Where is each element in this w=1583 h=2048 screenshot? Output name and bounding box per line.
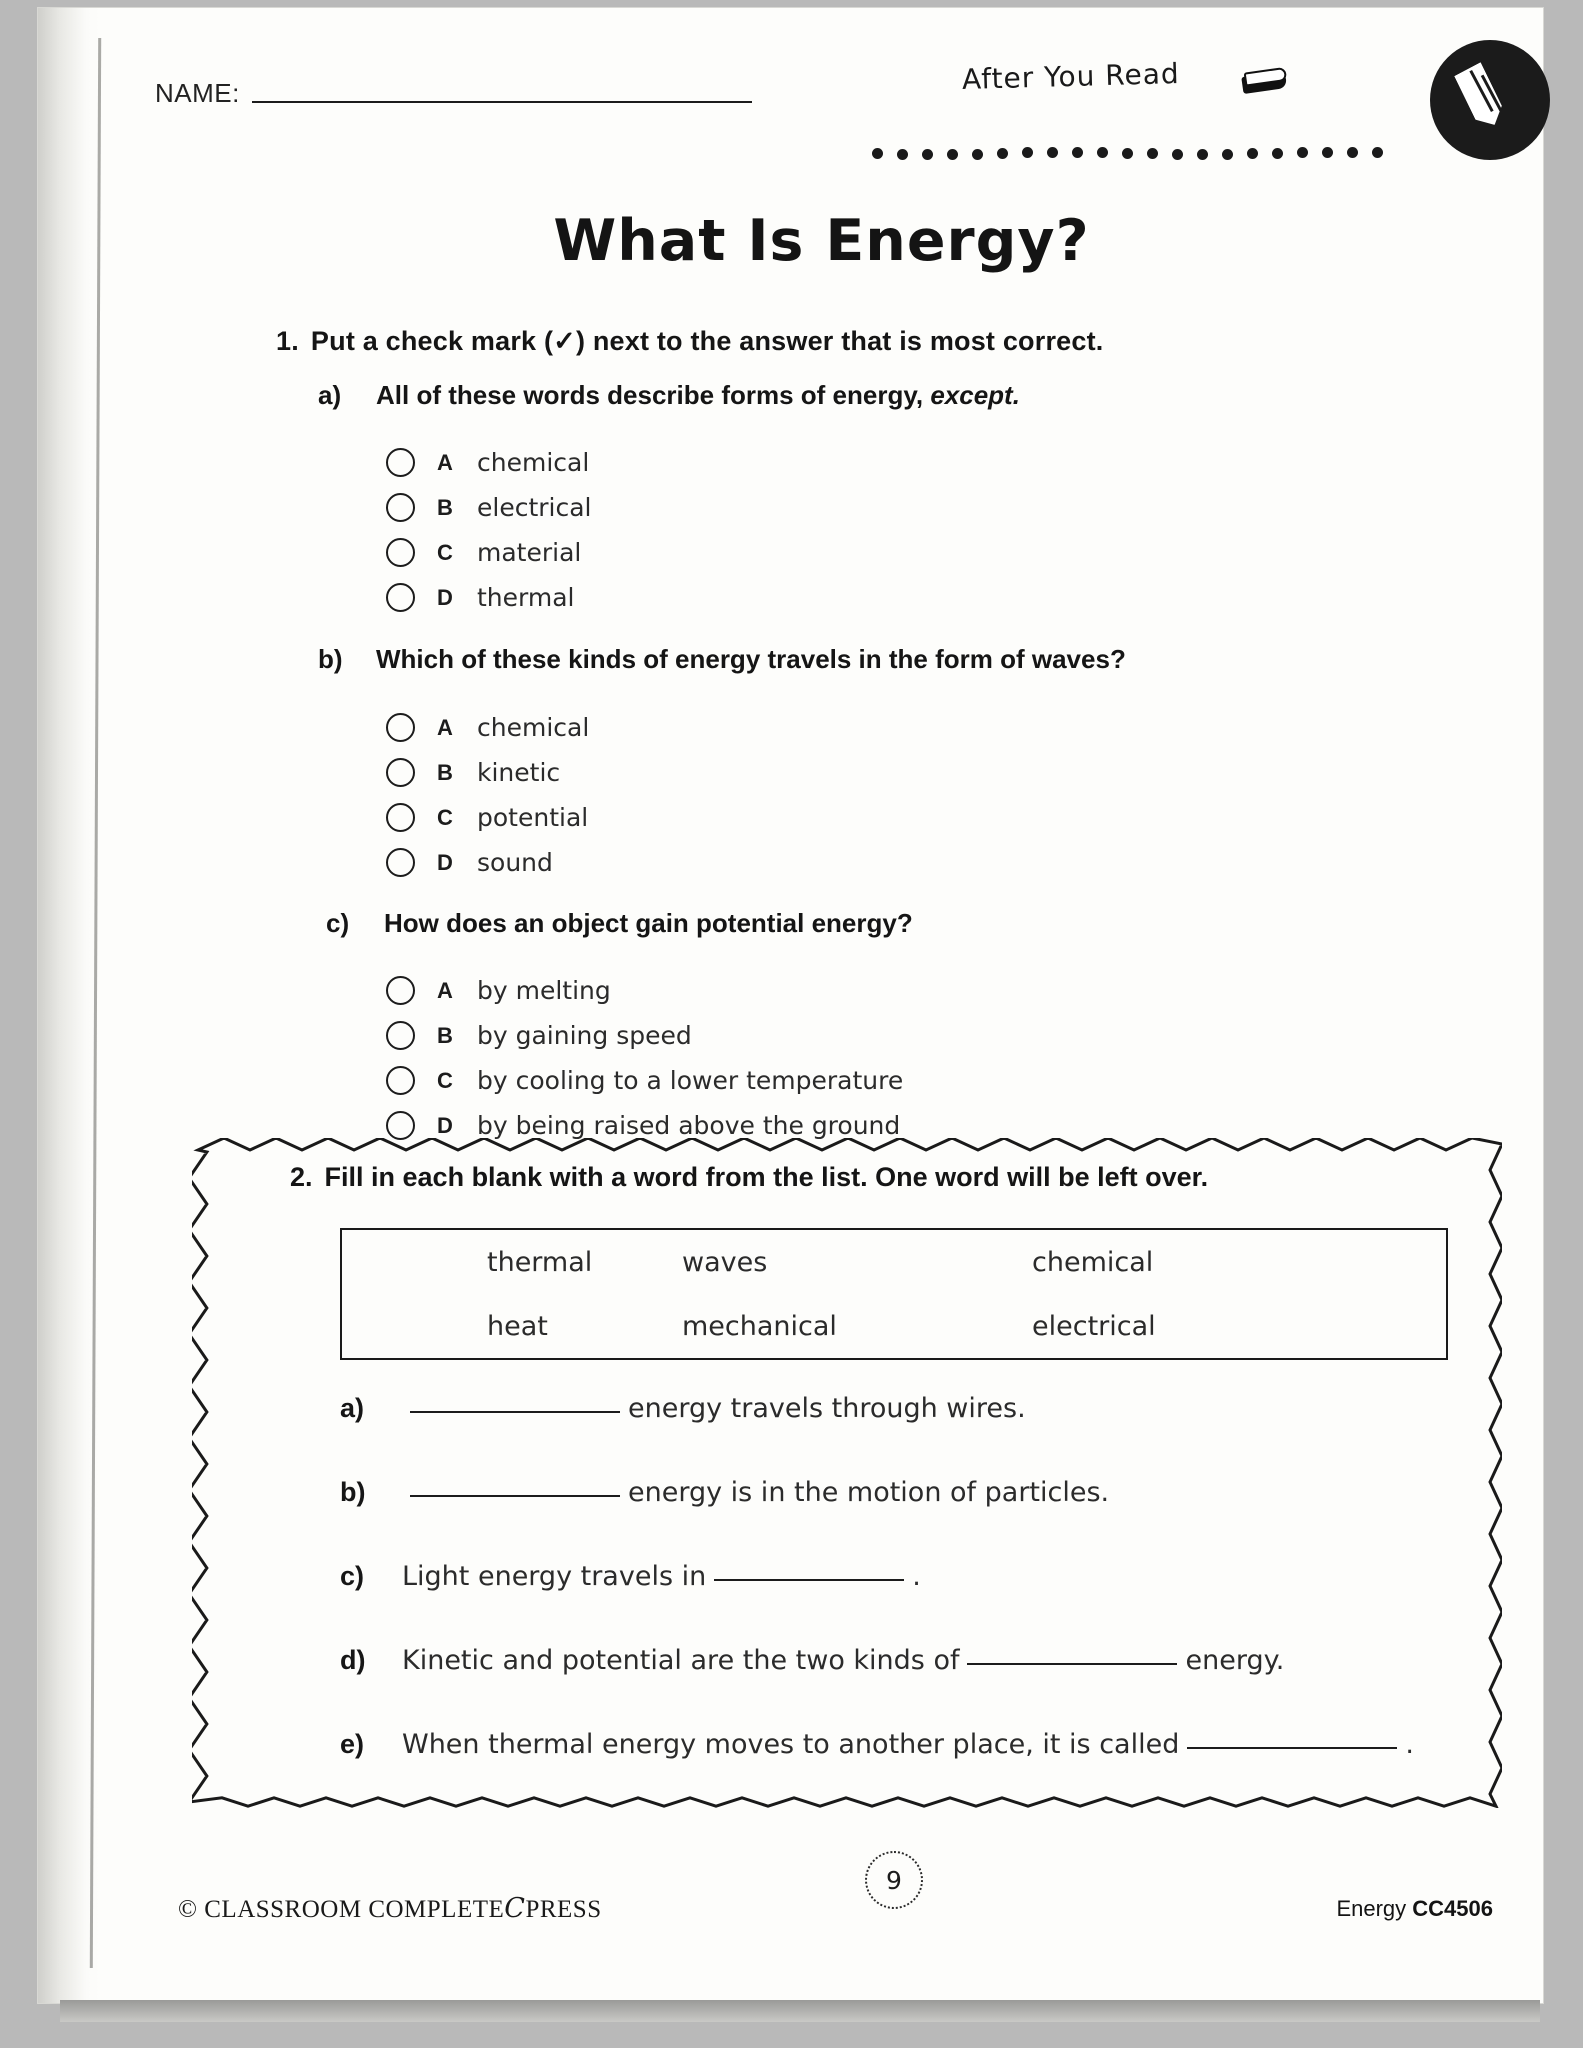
pencil-icon [1430,40,1550,160]
radio-bubble-icon[interactable] [386,848,415,877]
name-label: NAME: [155,78,240,108]
question-2-number: 2. [290,1162,313,1192]
choice-1b-D[interactable] [386,840,589,885]
question-2-text: Fill in each blank with a word from the list. One word will be left over. [324,1162,1209,1192]
choice-text: sound [477,848,553,877]
radio-bubble-icon[interactable] [386,803,415,832]
radio-bubble-icon[interactable] [386,583,415,612]
word-bank-cell: waves [682,1246,768,1278]
choice-text: by melting [477,976,611,1005]
publisher-logo-mark: C [504,1893,526,1924]
question-1-prompt [276,326,1103,357]
fill-label: e) [340,1729,365,1759]
fill-label: c) [340,1561,365,1591]
choice-text: electrical [477,493,592,522]
choice-letter: A [437,977,453,1003]
fill-in-the-blank-list [340,1393,1460,1813]
page-title: What Is Energy? [553,208,1090,274]
fill-label: d) [340,1645,366,1675]
choice-letter: C [437,804,453,830]
answer-blank[interactable] [714,1578,904,1581]
after-you-read-heading: After You Read [961,56,1181,97]
choice-1b-A[interactable] [386,705,589,750]
choice-letter: C [437,539,453,565]
radio-bubble-icon[interactable] [386,1021,415,1050]
choice-letter: D [437,584,453,610]
choice-text: chemical [477,713,590,742]
choice-letter: D [437,1112,453,1138]
choice-letter: D [437,849,453,875]
fill-item-d [340,1645,1460,1729]
word-bank-cell: mechanical [682,1310,837,1342]
page-bottom-edge [60,2000,1540,2022]
choice-1a-B[interactable] [386,485,592,530]
choice-1a-A[interactable] [386,440,592,485]
choice-letter: B [437,1022,453,1048]
question-1c-label: c) [326,908,350,938]
radio-bubble-icon[interactable] [386,713,415,742]
question-1a-choices [386,440,592,620]
choice-1c-C[interactable] [386,1058,903,1103]
choice-letter: B [437,494,453,520]
fill-text-after: . [912,1561,921,1592]
answer-blank[interactable] [410,1410,620,1413]
word-bank-row [342,1294,1446,1358]
fill-label: b) [340,1477,366,1507]
question-1c-choices [386,968,903,1148]
fill-text-after: energy travels through wires. [628,1393,1026,1424]
choice-1b-B[interactable] [386,750,589,795]
radio-bubble-icon[interactable] [386,448,415,477]
question-1a-label: a) [318,380,342,410]
choice-text: chemical [477,448,590,477]
page-number: 9 [865,1851,923,1909]
radio-bubble-icon[interactable] [386,976,415,1005]
choice-letter: A [437,714,453,740]
choice-1a-C[interactable] [386,530,592,575]
choice-text: material [477,538,582,567]
question-1c-text: How does an object gain potential energy? [384,908,913,938]
fill-text-after: . [1405,1729,1414,1760]
footer-code [1336,1896,1493,1922]
publisher-footer [178,1893,602,1924]
radio-bubble-icon[interactable] [386,538,415,567]
question-1b-text: Which of these kinds of energy travels in the form of waves? [376,644,1126,674]
word-bank-row [342,1230,1446,1294]
answer-blank[interactable] [410,1494,620,1497]
name-input-line[interactable] [252,100,752,103]
publisher-name-right: PRESS [525,1896,602,1923]
question-1a-italic: except. [930,380,1020,410]
choice-letter: B [437,759,453,785]
question-1a-text: All of these words describe forms of energy, [376,380,931,410]
question-1-number: 1. [276,326,299,356]
name-field-row [155,78,752,109]
question-2-prompt [290,1162,1208,1193]
copyright-symbol: © [178,1896,198,1923]
fill-text-before: Light energy travels in [402,1561,707,1592]
word-bank-cell: heat [487,1310,548,1342]
fill-text-before: When thermal energy moves to another place, it is called [402,1729,1180,1760]
choice-text: by gaining speed [477,1021,692,1050]
fill-label: a) [340,1393,365,1423]
fill-text-after: energy. [1185,1645,1285,1676]
choice-text: kinetic [477,758,561,787]
answer-blank[interactable] [1187,1746,1397,1749]
radio-bubble-icon[interactable] [386,758,415,787]
choice-1a-D[interactable] [386,575,592,620]
dotted-divider [872,148,1412,162]
radio-bubble-icon[interactable] [386,493,415,522]
choice-1c-A[interactable] [386,968,903,1013]
question-1b-choices [386,705,589,885]
footer-product-code: CC4506 [1412,1896,1493,1921]
choice-1b-C[interactable] [386,795,589,840]
word-bank-cell: chemical [1032,1246,1154,1278]
choice-text: thermal [477,583,575,612]
radio-bubble-icon[interactable] [386,1066,415,1095]
question-1a-prompt [318,380,1020,411]
book-icon [1240,65,1287,97]
fill-item-c [340,1561,1460,1645]
fill-text-after: energy is in the motion of particles. [628,1477,1110,1508]
choice-1c-B[interactable] [386,1013,903,1058]
word-bank-cell: electrical [1032,1310,1156,1342]
fill-text-before: Kinetic and potential are the two kinds of [402,1645,960,1676]
question-1c-prompt [326,908,913,939]
choice-text: by being raised above the ground [477,1111,901,1140]
fill-item-e [340,1729,1460,1813]
fill-item-b [340,1477,1460,1561]
publisher-name-left: CLASSROOM COMPLETE [204,1896,505,1923]
question-1b-label: b) [318,644,343,674]
choice-letter: A [437,449,453,475]
radio-bubble-icon[interactable] [386,1111,415,1140]
footer-subject: Energy [1336,1896,1407,1921]
word-bank [340,1228,1448,1360]
question-1b-prompt [318,644,1126,675]
choice-text: by cooling to a lower temperature [477,1066,904,1095]
answer-blank[interactable] [967,1662,1177,1665]
choice-letter: C [437,1067,453,1093]
choice-text: potential [477,803,589,832]
fill-item-a [340,1393,1460,1477]
worksheet-page [38,8,1543,2003]
word-bank-cell: thermal [487,1246,593,1278]
question-1-text: Put a check mark (✓) next to the answer that is most correct. [310,326,1104,356]
